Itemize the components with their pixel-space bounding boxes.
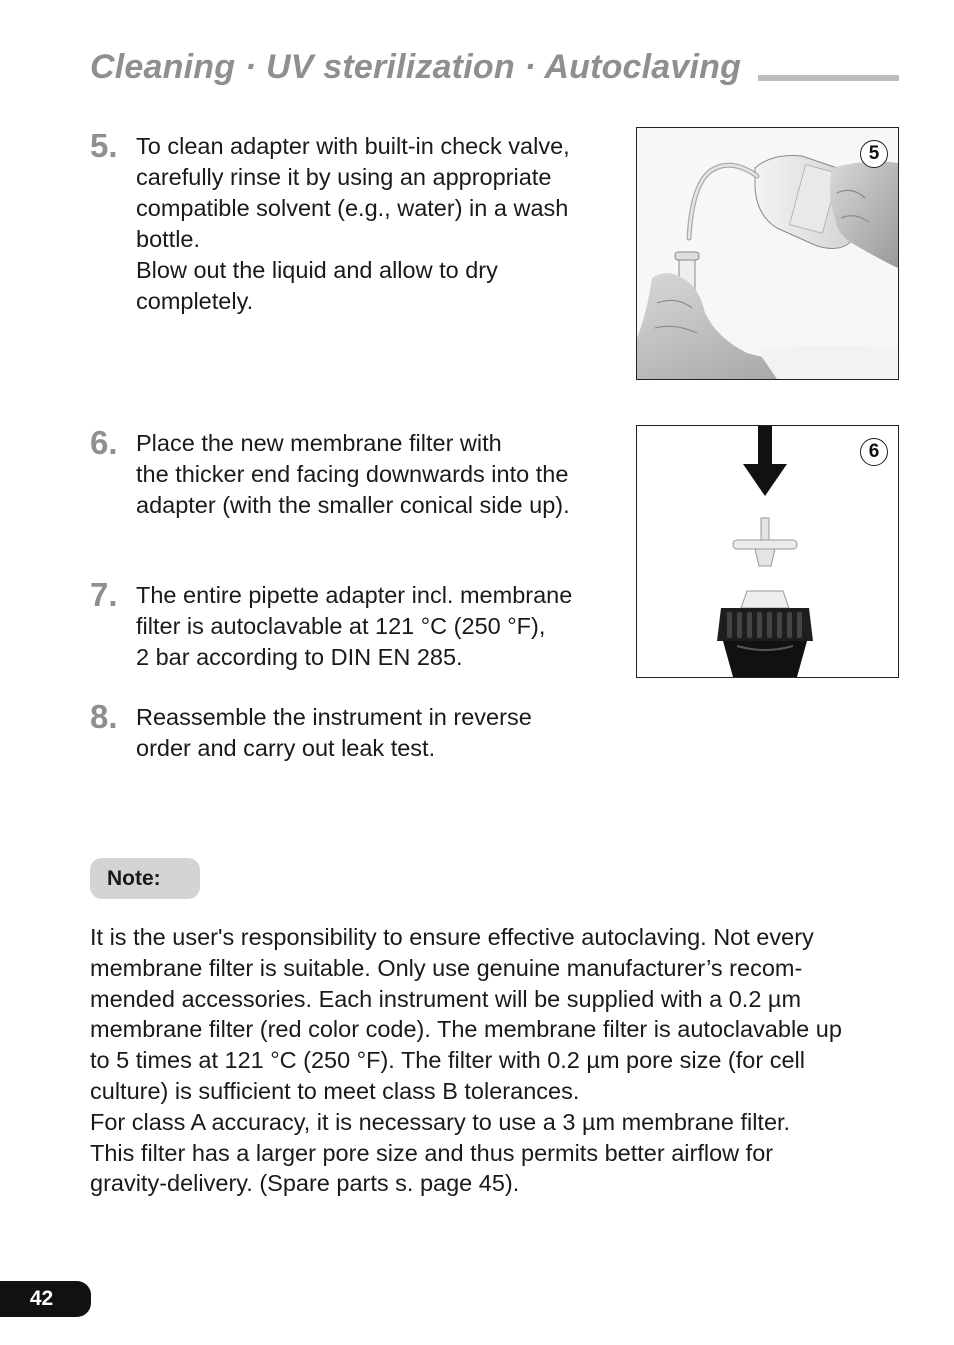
note-line: For class A accuracy, it is necessary to use a 3 µm membrane filter. <box>90 1108 791 1135</box>
title-rule <box>758 75 899 81</box>
figure-5 <box>636 127 899 380</box>
note-body <box>90 922 890 1199</box>
note-line: mended accessories. Each instrument will be supplied with a 0.2 µm <box>90 985 802 1012</box>
step-text <box>136 580 606 673</box>
step-text <box>136 131 606 317</box>
step-line: compatible solvent (e.g., water) in a wash <box>136 195 569 221</box>
step-line: adapter (with the smaller conical side up). <box>136 492 570 518</box>
step-line: bottle. <box>136 226 201 252</box>
page-number: 42 <box>0 1281 91 1317</box>
note-line: culture) is sufficient to meet class B tolerances. <box>90 1077 580 1104</box>
step-number: 8. <box>90 698 118 735</box>
note-label: Note: <box>90 858 200 899</box>
membrane-filter-insertion-arrow-diagram <box>637 426 898 677</box>
note-line: It is the user's responsibility to ensure effective autoclaving. Not every <box>90 924 814 950</box>
step-number: 5. <box>90 127 118 164</box>
note-line: membrane filter is suitable. Only use genuine manufacturer’s recom- <box>90 954 803 981</box>
figure-badge: 5 <box>860 140 888 168</box>
step-text <box>136 702 606 764</box>
figure-badge: 6 <box>860 438 888 466</box>
step-text <box>136 428 606 521</box>
step-line: completely. <box>136 288 254 314</box>
down-arrow-shaft <box>758 426 772 468</box>
step-line: Place the new membrane filter with <box>136 430 502 456</box>
step-line: 2 bar according to DIN EN 285. <box>136 644 463 670</box>
page-title: Cleaning · UV sterilization · Autoclaving <box>90 48 742 86</box>
note-line: This filter has a larger pore size and thus permits better airflow for <box>90 1139 774 1166</box>
figure-6 <box>636 425 899 678</box>
step-line: order and carry out leak test. <box>136 735 436 761</box>
step-line: carefully rinse it by using an appropriate <box>136 164 552 190</box>
step-line: filter is autoclavable at 121 °C (250 °F), <box>136 613 546 639</box>
step-line: the thicker end facing downwards into the <box>136 461 569 487</box>
wash-bottle-rinsing-adapter-photo <box>637 128 898 379</box>
step-number: 7. <box>90 576 118 613</box>
step-line: Blow out the liquid and allow to dry <box>136 257 498 283</box>
note-line: to 5 times at 121 °C (250 °F). The filter with 0.2 µm pore size (for cell <box>90 1047 805 1074</box>
step-number: 6. <box>90 424 118 461</box>
step-line: The entire pipette adapter incl. membrane <box>136 582 573 608</box>
step-line: To clean adapter with built-in check valve, <box>136 133 570 159</box>
step-line: Reassemble the instrument in reverse <box>136 704 532 730</box>
note-line: membrane filter (red color code). The membrane filter is autoclavable up <box>90 1016 842 1043</box>
note-line: gravity-delivery. (Spare parts s. page 45). <box>90 1170 520 1197</box>
